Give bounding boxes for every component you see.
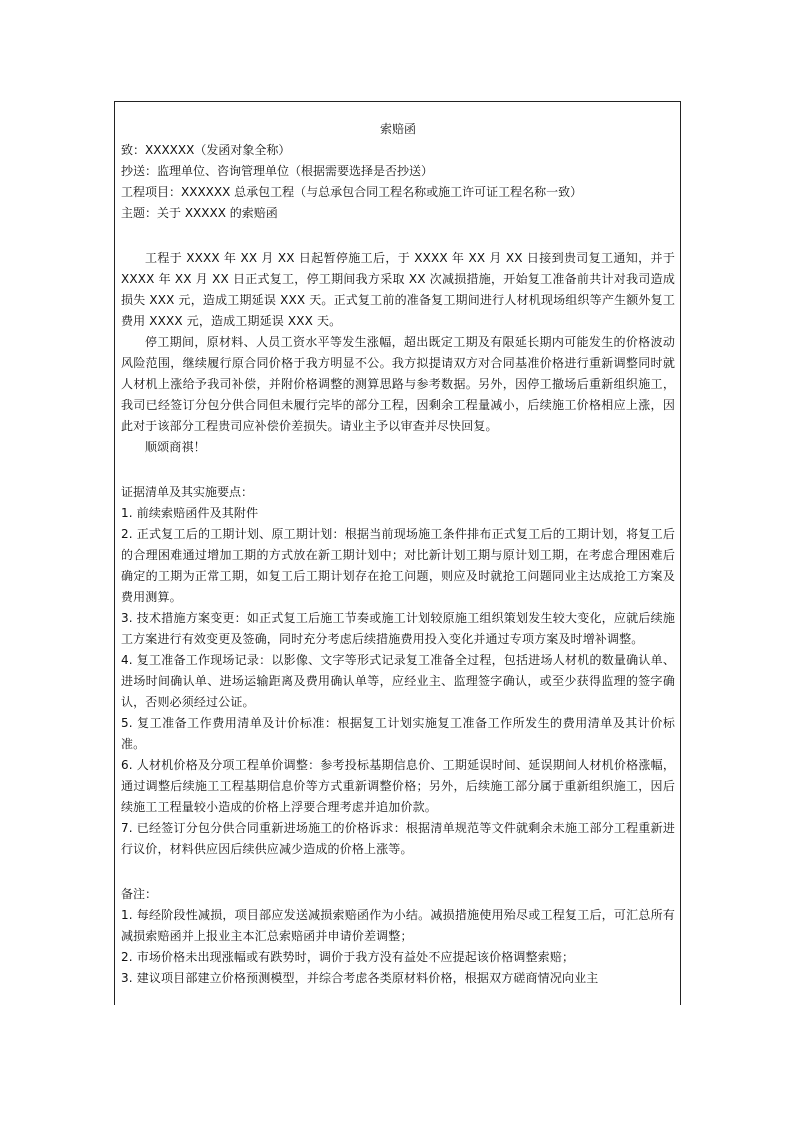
body-paragraph-2: 停工期间，原材料、人员工资水平等发生涨幅，超出既定工期及有限延长期内可能发生的价格波动风险范围，继续履行原合同价格于我方明显不公。我方拟提请双方对合同基准价格进行重新调整同时就人材机上涨给予我司补偿，并附价格调整的测算思路与参考数据。另外，因停工撤场后重新组织施工，我司已经签订分包分供合同但未履行完毕的部分工程，因剩余工程量减小，后续施工价格相应上涨，因此对于该部分工程贵司应补偿价差损失。请业主予以审查并尽快回复。 bbox=[121, 335, 675, 433]
spacer bbox=[121, 860, 675, 884]
evidence-item-2: 2. 正式复工后的工期计划、原工期计划：根据当前现场施工条件排布正式复工后的工期计划，将复工后的合理困难通过增加工期的方式放在新工期计划中；对比新计划工期与原计划工期，在考虑合理困难后确定的工期为正常工期，如复工后工期计划存在抢工问题，则应及时就抢工问题同业主达成抢工方案及费用测算。 bbox=[121, 527, 675, 604]
document-frame bbox=[114, 101, 681, 1005]
evidence-item-6: 6. 人材机价格及分项工程单价调整：参考投标基期信息价、工期延误时间、延误期间人材机价格涨幅，通过调整后续施工工程基期信息价等方式重新调整价格；另外，后续施工部分属于重新组织施工，因后续施工工程量较小造成的价格上浮要合理考虑并追加价款。 bbox=[121, 758, 675, 814]
evidence-item-7: 7. 已经签订分包分供合同重新进场施工的价格诉求：根据清单规范等文件就剩余未施工部分工程重新进行议价，材料供应因后续供应减少造成的价格上涨等。 bbox=[121, 821, 675, 856]
closing-salutation: 顺颂商祺！ bbox=[145, 440, 206, 454]
spacer bbox=[121, 458, 675, 482]
evidence-item-3: 3. 技术措施方案变更：如正式复工后施工节奏或施工计划较原施工组织策划发生较大变化，应就后续施工方案进行有效变更及签确，同时充分考虑后续措施费用投入变化并通过专项方案及时增补调整。 bbox=[121, 611, 675, 646]
evidence-item-5: 5. 复工准备工作费用清单及计价标准：根据复工计划实施复工准备工作所发生的费用清单及其计价标准。 bbox=[121, 716, 675, 751]
evidence-item-4: 4. 复工准备工作现场记录：以影像、文字等形式记录复工准备全过程，包括进场人材机的数量确认单、进场时间确认单、进场运输距离及费用确认单等，应经业主、监理签字确认，或至少获得监理的签字确认，否则必须经过公证。 bbox=[121, 653, 675, 709]
project-line: 工程项目：XXXXXX 总承包工程（与总承包合同工程名称或施工许可证工程名称一致） bbox=[121, 185, 583, 199]
subject-line: 主题：关于 XXXXX 的索赔函 bbox=[121, 206, 278, 220]
cc-line: 抄送：监理单位、咨询管理单位（根据需要选择是否抄送） bbox=[121, 164, 434, 178]
note-item-1: 1. 每经阶段性减损，项目部应发送减损索赔函作为小结。减损措施使用殆尽或工程复工后，可汇总所有减损索赔函并上报业主本汇总索赔函并申请价差调整； bbox=[121, 908, 675, 943]
note-item-3: 3. 建议项目部建立价格预测模型，并综合考虑各类原材料价格，根据双方磋商情况向业主 bbox=[121, 971, 599, 985]
evidence-heading: 证据清单及其实施要点： bbox=[121, 485, 254, 499]
document-body bbox=[115, 102, 675, 989]
spacer bbox=[121, 224, 675, 248]
body-paragraph-1: 工程于 XXXX 年 XX 月 XX 日起暂停施工后，于 XXXX 年 XX 月 XX 日接到贵司复工通知，并于 XXXX 年 XX 月 XX 日正式复工，停工期间我方采取 XX 次减损措施，开始复工准备前共计对我司造成损失 XXX 元，造成工期延误 XXX 天。正式复工前的准备复工期间进行人材机现场组织等产生额外复工费用 XXXX 元，造成工期延误 XXX 天。 bbox=[121, 251, 675, 328]
document-title: 索赔函 bbox=[379, 122, 416, 136]
note-item-2: 2. 市场价格未出现涨幅或有跌势时，调价于我方没有益处不应提起该价格调整索赔； bbox=[121, 950, 575, 964]
evidence-item-1: 1. 前续索赔函件及其附件 bbox=[121, 506, 259, 520]
notes-heading: 备注： bbox=[121, 887, 158, 901]
recipient-line: 致：XXXXXX（发函对象全称） bbox=[121, 143, 291, 157]
